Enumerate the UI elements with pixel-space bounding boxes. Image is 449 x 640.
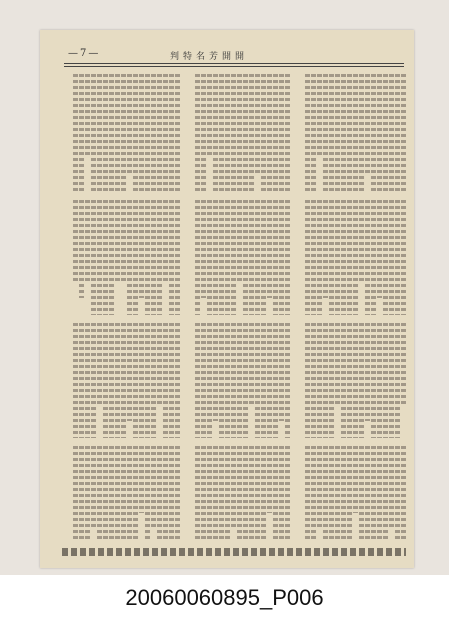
text-column-top-middle (188, 74, 290, 192)
footer-ornamental-border (62, 548, 406, 556)
text-column-lower-left (68, 323, 180, 438)
text-column-middle-left (68, 200, 180, 315)
header-rule (64, 66, 404, 67)
text-column-middle-right (298, 200, 406, 315)
header-title: 判特名芳開開 (170, 52, 249, 62)
text-column-bottom-left (68, 446, 180, 542)
text-column-middle-center (188, 200, 290, 315)
text-column-top-right (298, 74, 406, 192)
text-column-bottom-right (298, 446, 406, 542)
text-column-lower-right (298, 323, 406, 438)
text-column-top-left (68, 74, 180, 192)
header-rule (64, 63, 404, 64)
archive-caption: 20060060895_P006 (125, 585, 324, 610)
text-column-bottom-center (188, 446, 290, 542)
text-column-lower-center (188, 323, 290, 438)
page-number: —7— (68, 48, 101, 59)
